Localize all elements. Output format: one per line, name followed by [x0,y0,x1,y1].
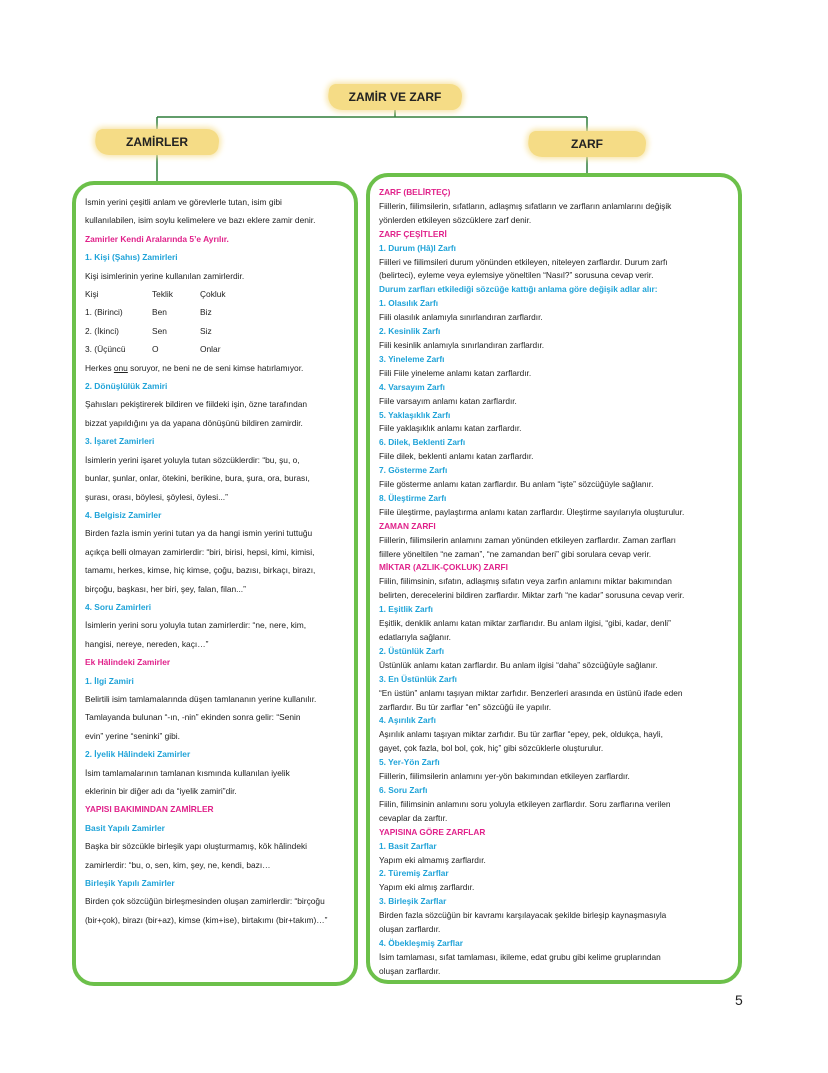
zarf-banner [528,131,646,157]
subsection-heading: 2. Üstünlük Zarfı [379,645,445,656]
table-cell: 1. (Birinci) [85,307,123,318]
text-line: Fiilleri ve fiilimsileri durum yönünden etkileyen, niteleyen zarflardır. Durum zarfı [379,256,668,267]
table-cell: 3. (Üçüncü [85,344,126,355]
text-line: İsimlerin yerini işaret yoluyla tutan sözcüklerdir: “bu, şu, o, [85,454,300,465]
text-line: (bir+çok), birazı (bir+az), kimse (kim+ise), birtakımı (bir+takım)…” [85,914,328,925]
subsection-heading: Durum zarfları etkilediği sözcüğe kattığı anlama göre değişik adlar alır: [379,284,658,295]
text-line: şurası, orası, böylesi, şöylesi, öylesi...” [85,491,228,502]
main-title-banner [328,84,462,110]
subsection-heading: 4. Soru Zamirleri [85,601,152,612]
subsection-heading: 7. Gösterme Zarfı [379,465,448,476]
subsection-heading: 4. Varsayım Zarfı [379,381,445,392]
text-line: Fiilin, fiilimsinin anlamını soru yoluyla etkileyen zarflardır. Soru zarflarına verilen [379,798,671,809]
subsection-heading: 2. Türemiş Zarflar [379,868,449,879]
section-heading: ZARF (BELİRTEÇ) [379,187,451,197]
text-line: Fiile üleştirme, paylaştırma anlamı katan zarflardır. Üleştirme sayılarıyla oluşturulur. [379,506,685,517]
text-line: Fiili Fiile yineleme anlamı katan zarflardır. [379,367,532,378]
zarf-text-list [379,186,732,979]
text-line: yönlerden etkileyen sözcüklere zarf denir. [379,214,532,225]
text-line: Üstünlük anlamı katan zarflardır. Bu anlam ilgisi “daha” sözcüğüyle sağlanır. [379,659,658,670]
zamirler-heading: ZAMİRLER [126,135,188,149]
subsection-heading: 1. Durum (Hâ)l Zarfı [379,242,456,253]
subsection-heading: 3. İşaret Zamirleri [85,436,155,447]
text-line: Fiili olasılık anlamıyla sınırlandıran zarflardır. [379,312,543,323]
text-line: Belirtili isim tamlamalarında düşen tamlananın yerine kullanılır. [85,693,317,704]
text-line: oluşan zarflardır. [379,965,441,976]
table-cell: 2. (İkinci) [85,325,119,336]
text-line: Kişi isimlerinin yerine kullanılan zamirlerdir. [85,270,245,281]
example-sentence [85,359,346,377]
section-heading: YAPISINA GÖRE ZARFLAR [379,826,486,837]
text-line: Şahısları pekiştirerek bildiren ve fiildeki işin, özne tarafından [85,399,308,410]
zamirler-panel [72,181,358,986]
text-line: İsim tamlaması, sıfat tamlaması, ikileme, edat grubu gibi kelime gruplarından [379,951,661,962]
text-line: eklerinin bir diğer adı da “iyelik zamiri”dir. [85,786,237,796]
text-line: Eşitlik, denklik anlamı katan miktar zarflarıdır. Bu anlam ilgisi, “gibi, kadar, denli” [379,618,671,629]
table-cell: Kişi [85,289,99,300]
example-part: soruyor, ne beni ne de seni kimse hatırlamıyor. [127,362,304,373]
subsection-heading: 3. En Üstünlük Zarfı [379,673,457,684]
table-row [85,322,346,340]
table-row [85,340,346,358]
text-line: Fiillerin, fiilimsilerin anlamını zaman yönünden etkileyen zarflardır. Zaman zarfları [379,534,676,545]
example-part: Herkes [85,362,114,373]
text-line: Fiillerin, fiilimsilerin, sıfatların, adlaşmış sıfatların ve zarfların anlamlarını değişik [379,200,672,211]
text-line: açıkça belli olmayan zamirlerdir: “biri, birisi, hepsi, kimi, kimisi, [85,546,315,557]
subsection-heading: 3. Yineleme Zarfı [379,353,445,364]
table-row [85,303,346,321]
subsection-heading: 1. Eşitlik Zarfı [379,604,433,615]
subsection-heading: 6. Soru Zarfı [379,784,428,795]
text-line: İsmin yerini çeşitli anlam ve görevlerle tutan, isim gibi [85,197,282,207]
text-line: İsimlerin yerini soru yoluyla tutan zamirlerdir: “ne, nere, kim, [85,620,307,631]
underlined-word: onu [113,362,128,373]
subsection-heading: 6. Dilek, Beklenti Zarfı [379,437,466,448]
subsection-heading: 1. İlgi Zamiri [85,675,134,686]
text-line: Fiili kesinlik anlamıyla sınırlandıran zarflardır. [379,339,545,350]
text-line: evin” yerine “seninki” gibi. [85,730,180,741]
subsection-heading: 4. Aşırılık Zarfı [379,715,436,726]
text-line: hangisi, nereye, nereden, kaçı…” [85,638,209,649]
text-line: Birden çok sözcüğün birleşmesinden oluşan zamirlerdir: “birçoğu [85,896,325,907]
text-line: kullanılabilen, isim soylu kelimelere ve bazı eklere zamir denir. [85,215,316,226]
table-header [85,285,346,303]
text-line: bizzat yapıldığını ya da yapana dönüşünü bildiren zamirdir. [85,417,303,428]
section-heading: YAPISI BAKIMINDAN ZAMİRLER [85,804,214,815]
subsection-heading: 1. Basit Zarflar [379,840,437,851]
section-heading: MİKTAR (AZLIK-ÇOKLUK) ZARFI [379,562,508,573]
subsection-heading: 3. Birleşik Zarflar [379,896,447,907]
table-cell: Siz [200,325,212,336]
text-line: Fiile gösterme anlamı katan zarflardır. Bu anlam “işte” sözcüğüyle sağlanır. [379,479,654,490]
text-line: Fiile yaklaşıklık anlamı katan zarflardır. [379,423,522,434]
text-line: Yapım eki almış zarflardır. [379,882,475,893]
text-line: edatlarıyla sağlanır. [379,632,451,642]
table-cell: Çokluk [200,289,226,300]
subsection-heading: 4. Öbekleşmiş Zarflar [379,937,463,948]
table-cell: O [152,344,159,355]
text-line: Başka bir sözcükle birleşik yapı oluşturmamış, kök hâlindeki [85,841,308,852]
subsection-heading: 1. Olasılık Zarfı [379,298,439,309]
text-line: fiillere yöneltilen “ne zaman”, “ne zamandan beri” gibi sorulara cevap verir. [379,548,652,559]
text-line: birçoğu, başkası, her biri, şey, falan, filan...” [85,583,246,594]
subsection-heading: 1. Kişi (Şahıs) Zamirleri [85,252,178,263]
text-line: Birden fazla sözcüğün bir kavramı karşılayacak şekilde birleşip kaynaşmasıyla [379,910,667,921]
main-title: ZAMİR VE ZARF [348,90,442,104]
text-line: İsim tamlamalarının tamlanan kısmında kullanılan iyelik [85,767,290,778]
subsection-heading: Basit Yapılı Zamirler [85,822,165,833]
text-line: Aşırılık anlamı taşıyan miktar zarfıdır. Bu tür zarflar “epey, pek, oldukça, hayli, [379,729,663,740]
text-line: Yapım eki almamış zarflardır. [379,854,486,865]
text-line: (belirteci), eyleme veya eylemsiye yöneltilen “Nasıl?” sorusuna cevap verir. [379,270,654,281]
subsection-heading: 8. Üleştirme Zarfı [379,492,447,503]
text-line: tamamı, herkes, kimse, hiç kimse, çoğu, bazısı, birkaçı, birazı, [85,565,316,576]
subsection-heading: 2. İyelik Hâlindeki Zamirler [85,749,191,760]
table-cell: Biz [200,307,212,318]
text-line: cevaplar da zarftır. [379,812,448,823]
subsection-heading: 5. Yaklaşıklık Zarfı [379,409,451,420]
text-line: zarflardır. Bu tür zarflar “en” sözcüğü ile yapılır. [379,701,551,712]
zarf-panel [366,173,742,984]
text-line: “En üstün” anlamı taşıyan miktar zarfıdır. Benzerleri arasında en üstünü ifade eden [379,687,683,698]
table-cell: Sen [152,325,167,336]
text-line: Fiilin, fiilimsinin, sıfatın, adlaşmış sıfatın veya zarfın anlamını miktar bakımından [379,576,672,587]
zarf-heading: ZARF [571,137,603,151]
text-line: oluşan zarflardır. [379,924,441,935]
page-number: 5 [735,992,743,1008]
subsection-heading: 5. Yer-Yön Zarfı [379,757,440,768]
section-heading: Ek Hâlindeki Zamirler [85,657,171,668]
text-line: bunlar, şunlar, onlar, ötekini, berikine, bura, şura, ora, burası, [85,473,310,484]
table-cell: Ben [152,307,167,318]
text-line: Tamlayanda bulunan “-ın, -nin” ekinden sonra gelir: “Senin [85,712,301,723]
text-line: Fiile varsayım anlamı katan zarflardır. [379,395,517,406]
zamirler-banner [95,129,219,155]
table-cell: Teklik [152,289,173,300]
section-heading: ZARF ÇEŞİTLERİ [379,228,447,239]
text-line: Fiillerin, fiilimsilerin anlamını yer-yön bakımından etkileyen zarflardır. [379,771,630,782]
text-line: Birden fazla ismin yerini tutan ya da hangi ismin yerini tuttuğu [85,528,313,539]
subsection-heading: 2. Dönüşlülük Zamiri [85,381,168,392]
section-heading: ZAMAN ZARFI [379,520,436,531]
subsection-heading: 4. Belgisiz Zamirler [85,509,162,520]
text-line: Fiile dilek, beklenti anlamı katan zarflardır. [379,451,534,462]
subsection-heading: 2. Kesinlik Zarfı [379,326,441,337]
text-line: belirten, derecelerini bildiren zarflardır. Miktar zarfı “ne kadar” sorusuna cevap verir. [379,590,685,601]
table-cell: Onlar [200,344,221,355]
subsection-heading: Birleşik Yapılı Zamirler [85,878,175,889]
text-line: zamirlerdir: “bu, o, sen, kim, şey, ne, kendi, bazı… [85,859,271,870]
text-line: gayet, çok fazla, bol bol, çok, hiç” gibi sözcüklerle oluşturulur. [379,743,604,754]
section-heading: Zamirler Kendi Aralarında 5’e Ayrılır. [85,233,229,244]
